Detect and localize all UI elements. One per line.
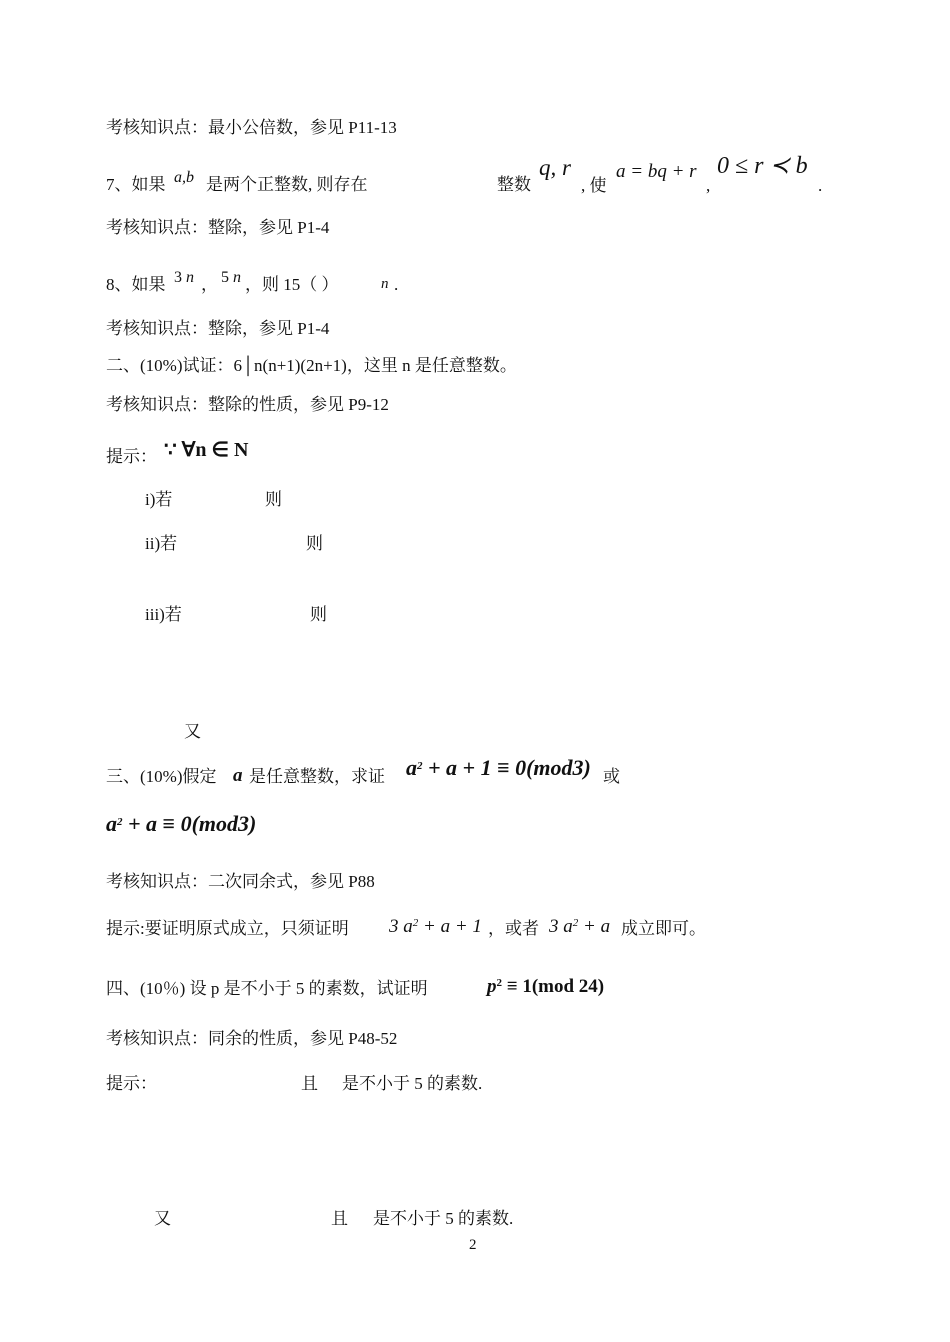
- also-rest: 是不小于 5 的素数.: [373, 1209, 514, 1228]
- section-3-expr-2: $a^2 + a \equiv 0(mod3)$: [106, 811, 257, 836]
- section-3-prefix: 三、(10%)假定: [106, 767, 217, 786]
- hint-2-suffix: 成立即可。: [621, 919, 706, 938]
- also-label-2: 又: [154, 1209, 171, 1228]
- section-3-mid: 是任意整数，求证: [249, 767, 385, 786]
- section-4-prefix: 四、(10％) 设 p 是不小于 5 的素数，试证明: [106, 979, 428, 998]
- hint-2-expr-2: 3 $a^2 + a$: [549, 916, 611, 937]
- knowledge-point-line: 考核知识点：整除，参见 P1-4: [106, 319, 330, 338]
- knowledge-point-line: 考核知识点：整除的性质，参见 P9-12: [106, 395, 389, 414]
- question-8-n1: n: [186, 269, 194, 286]
- hint-2-expr-1: 3 $a^2 + a + 1$: [389, 916, 482, 937]
- knowledge-point-line: 考核知识点：整除，参见 P1-4: [106, 218, 330, 237]
- question-8-n2: n: [233, 269, 241, 286]
- section-2-statement: 二、(10%)试证：6│n(n+1)(2n+1)，这里 n 是任意整数。: [106, 356, 517, 375]
- question-8-dot: .: [394, 275, 399, 294]
- knowledge-point-line: 考核知识点：最小公倍数，参见 P11-13: [106, 118, 397, 137]
- question-7-zhengshu: 整数: [497, 175, 531, 194]
- case-2-then: 则: [306, 534, 323, 553]
- question-7-prefix: 7、如果: [106, 175, 166, 194]
- question-7-mid: 是两个正整数, 则存在: [206, 175, 368, 194]
- question-7-inequality: 0 ≤ r ≺ b: [717, 153, 808, 179]
- section-3-expr-1: $a^2 + a + 1 \equiv 0(mod3)$: [406, 755, 591, 780]
- hint-2-mid: ，或者: [488, 919, 539, 938]
- also-label: 又: [184, 722, 201, 741]
- also-qie: 且: [331, 1209, 348, 1228]
- question-7-qr: q, r: [539, 155, 571, 180]
- question-8-prefix: 8、如果: [106, 275, 166, 294]
- case-3-if: iii)若: [145, 605, 182, 624]
- knowledge-point-line: 考核知识点：二次同余式，参见 P88: [106, 872, 375, 891]
- hint-3-qie: 且: [301, 1074, 318, 1093]
- hint-label: 提示：: [106, 447, 157, 466]
- question-8-sep: ，: [201, 275, 218, 294]
- question-7-ab: a,b: [174, 169, 194, 186]
- hint-3-rest: 是不小于 5 的素数.: [342, 1074, 483, 1093]
- section-3-a: a: [233, 765, 243, 786]
- knowledge-point-line: 考核知识点：同余的性质，参见 P48-52: [106, 1029, 398, 1048]
- case-3-then: 则: [310, 605, 327, 624]
- question-8-three: 3: [174, 269, 182, 286]
- case-2-if: ii)若: [145, 534, 178, 553]
- hint-math: ∵ ∀n ∈ N: [164, 439, 249, 461]
- question-8-five: 5: [221, 269, 229, 286]
- case-1-if: i)若: [145, 490, 173, 509]
- question-7-comma: ,: [706, 176, 711, 195]
- question-8-then: ，则 15（ ）: [245, 275, 339, 294]
- question-7-shi: , 使: [581, 176, 607, 195]
- section-4-expr: $p^2 \equiv 1(mod$ 24): [487, 976, 605, 997]
- question-8-n3: n: [381, 276, 389, 292]
- hint-2-prefix: 提示:要证明原式成立，只须证明: [106, 919, 349, 938]
- hint-3-label: 提示：: [106, 1074, 157, 1093]
- case-1-then: 则: [265, 490, 282, 509]
- question-7-equation: a = bq + r: [616, 161, 697, 182]
- page-number: 2: [469, 1237, 477, 1253]
- question-7-dot: .: [818, 176, 823, 195]
- section-3-or: 或: [603, 767, 620, 786]
